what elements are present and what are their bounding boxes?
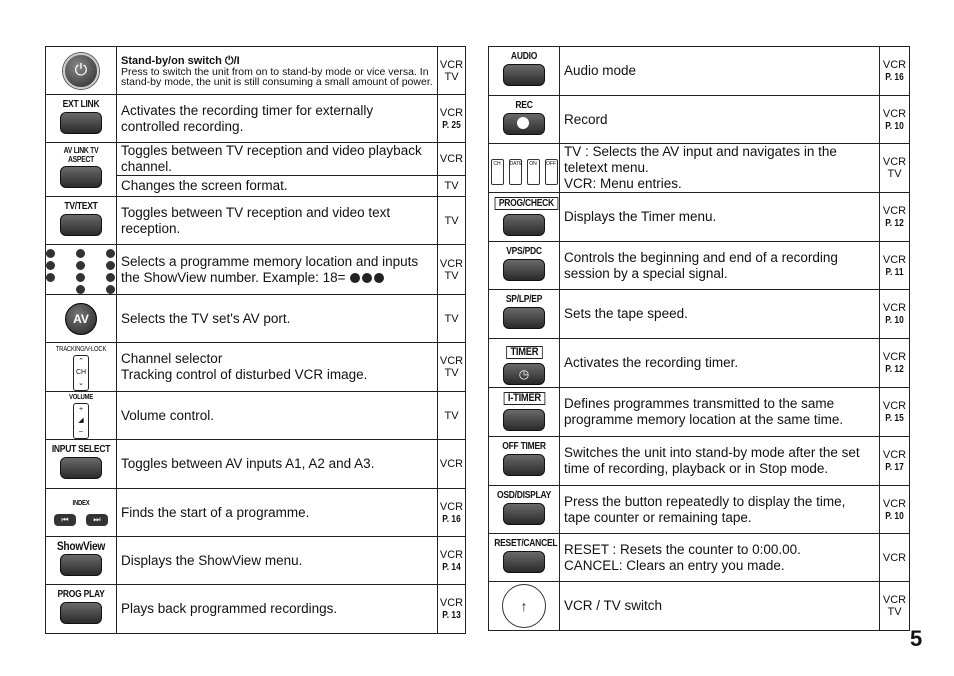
button-label: TV/TEXT: [64, 200, 98, 212]
rec-button-icon: [503, 113, 545, 135]
showview-button-icon: [60, 554, 102, 576]
row-use: VCR: [439, 500, 464, 513]
key-icon: [362, 273, 372, 283]
table-row: [46, 585, 466, 634]
table-row: [46, 197, 466, 245]
row-use: TV: [438, 295, 466, 343]
row-page: P. 17: [885, 461, 904, 473]
vps-pdc-button-icon: [503, 259, 545, 281]
number-keys-icon: [46, 249, 118, 294]
button-label: VOLUME: [69, 394, 93, 401]
table-row: [46, 143, 466, 176]
row-desc: Toggles between TV reception and video text reception.: [117, 197, 438, 245]
row-desc: Toggles between TV reception and video playback channel.: [117, 143, 438, 176]
row-page: P. 10: [885, 314, 904, 326]
row-desc: Audio mode: [560, 47, 880, 96]
timer-button-icon: ◷: [503, 363, 545, 385]
table-row: [489, 47, 910, 96]
row-use: VCR: [882, 594, 907, 606]
row-use: VCR: [882, 107, 907, 120]
osd-display-button-icon: [503, 503, 545, 525]
row-use: VCR: [882, 253, 907, 266]
button-label: AUDIO: [510, 51, 538, 62]
table-row: [489, 290, 910, 339]
right-table: [488, 46, 910, 631]
button-label: I-TIMER: [503, 392, 545, 405]
row-use: VCR: [882, 302, 907, 314]
row-desc: Record: [560, 96, 880, 144]
row-page: P. 15: [885, 412, 904, 424]
row-use: VCR: [438, 440, 466, 489]
row-page: P. 10: [885, 509, 904, 522]
row-use: VCR: [439, 597, 464, 609]
table-row: [46, 47, 466, 95]
table-row: [46, 343, 466, 392]
button-label: PROG PLAY: [57, 589, 105, 600]
button-label: VPS/PDC: [506, 245, 542, 257]
av-navigation-buttons-icon: CH DATE ON OFF: [491, 159, 558, 185]
row-desc: Controls the beginning and end of a recording session by a special signal.: [560, 242, 880, 290]
button-label: RESET/CANCEL: [494, 537, 558, 549]
key-icon: [350, 273, 360, 283]
row-page: P. 10: [885, 119, 904, 132]
table-row: [489, 193, 910, 242]
row-desc: Plays back programmed recordings.: [117, 585, 438, 634]
table-row: [489, 242, 910, 290]
i-timer-button-icon: [503, 409, 545, 431]
row-use: VCR: [882, 205, 907, 217]
prog-check-button-icon: [503, 214, 545, 236]
table-row: [46, 295, 466, 343]
ext-link-button-icon: [60, 112, 102, 134]
row-use: TV: [438, 392, 466, 440]
row-use2: TV: [887, 606, 902, 618]
row-use2: TV: [444, 269, 459, 282]
row-use: VCR: [439, 257, 464, 270]
sp-lp-ep-button-icon: [503, 307, 545, 329]
row-desc: Displays the ShowView menu.: [117, 537, 438, 585]
table-row: [489, 486, 910, 534]
row-page: P. 11: [885, 265, 904, 278]
button-label: TIMER: [506, 346, 542, 359]
off-timer-button-icon: [503, 454, 545, 476]
row-use2: TV: [444, 70, 459, 83]
button-label: INPUT SELECT: [51, 444, 111, 455]
index-skip-icon: ⏮ ⏭: [54, 514, 108, 526]
row-desc: RESET : Resets the counter to 0:00.00.: [564, 541, 801, 557]
row-use2: TV: [444, 367, 459, 379]
row-use: TV: [438, 197, 466, 245]
audio-button-icon: [503, 64, 545, 86]
page-number: 5: [910, 626, 923, 651]
row-desc2: CANCEL: Clears an entry you made.: [564, 557, 785, 573]
row-desc: Toggles between AV inputs A1, A2 and A3.: [117, 440, 438, 489]
volume-rocker-icon: + ◢ –: [73, 403, 89, 439]
row-page: P. 13: [442, 609, 461, 621]
row-use: VCR: [882, 156, 907, 168]
table-row: [489, 144, 910, 193]
row-desc: Volume control.: [117, 392, 438, 440]
button-label: PROG/CHECK: [495, 197, 559, 210]
row-use: VCR: [882, 497, 907, 510]
power-icon: ⏻: [63, 53, 99, 89]
row-desc: Changes the screen format.: [117, 176, 438, 197]
vcr-tv-switch-icon: ↑: [502, 584, 546, 628]
row-desc2: Tracking control of disturbed VCR image.: [121, 367, 368, 382]
channel-rocker-icon: ⌃ CH ⌄: [73, 355, 89, 391]
row-desc2: VCR: Menu entries.: [564, 176, 682, 191]
key-icon: [374, 273, 384, 283]
table-row: [46, 537, 466, 585]
prog-play-button-icon: [60, 602, 102, 624]
row-desc: Selects a programme memory location and inputs the ShowView number. Example: 18=: [121, 253, 419, 285]
table-row: [46, 440, 466, 489]
table-row: [489, 339, 910, 388]
row-desc: Press to switch the unit from on to stand-by mode or vice versa. In stand-by mode, the unit is still consuming a small amount of power.: [121, 65, 433, 88]
table-row: [46, 392, 466, 440]
table-row: [46, 489, 466, 537]
row-desc: Press the button repeatedly to display the time, tape counter or remaining tape.: [560, 486, 880, 534]
table-row: [489, 388, 910, 437]
button-label: OFF TIMER: [502, 441, 546, 452]
row-page: P. 16: [442, 512, 461, 525]
button-label: REC: [515, 99, 533, 111]
tv-text-button-icon: [60, 214, 102, 236]
row-desc: Selects the TV set's AV port.: [117, 295, 438, 343]
table-row: [46, 245, 466, 295]
row-desc: Channel selector: [121, 351, 223, 366]
row-desc: Finds the start of a programme.: [117, 489, 438, 537]
table-row: [489, 437, 910, 486]
row-desc: Displays the Timer menu.: [560, 193, 880, 242]
row-use: VCR: [439, 106, 464, 119]
row-use: VCR: [882, 449, 907, 461]
row-use: VCR: [882, 400, 907, 412]
row-desc: Defines programmes transmitted to the same programme memory location at the same time.: [560, 388, 880, 437]
row-desc: TV : Selects the AV input and navigates in the teletext menu.: [564, 144, 837, 175]
button-label: ShowView: [56, 538, 106, 553]
av-button-icon: AV: [65, 303, 97, 335]
row-use2: TV: [887, 168, 902, 180]
row-use: VCR: [439, 548, 464, 561]
row-page: P. 14: [442, 560, 461, 573]
button-label: INDEX: [72, 500, 90, 507]
table-row: [46, 95, 466, 143]
row-desc: Activates the recording timer.: [560, 339, 880, 388]
row-title: Stand-by/on switch ⏻/I: [121, 54, 240, 67]
row-use: VCR: [880, 534, 910, 582]
left-table: [45, 46, 466, 634]
av-link-button-icon: [60, 166, 102, 188]
row-desc: VCR / TV switch: [560, 582, 880, 631]
row-desc: Activates the recording timer for externally controlled recording.: [117, 95, 438, 143]
button-label: AV LINK TV ASPECT: [63, 146, 99, 164]
row-use: VCR: [882, 59, 907, 71]
row-use: VCR: [438, 143, 466, 176]
button-label: TRACKING/V-LOCK: [55, 345, 107, 353]
reset-cancel-button-icon: [503, 551, 545, 573]
row-page: P. 25: [442, 118, 461, 131]
row-page: P. 12: [885, 217, 904, 229]
table-row: [489, 96, 910, 144]
row-use: VCR: [439, 58, 464, 71]
row-use: TV: [438, 176, 466, 197]
row-use: VCR: [439, 355, 464, 367]
row-page: P. 12: [885, 363, 904, 375]
table-row: [489, 582, 910, 631]
row-page: P. 16: [885, 71, 904, 83]
button-label: SP/LP/EP: [505, 294, 543, 305]
button-label: EXT LINK: [62, 98, 100, 110]
table-row: [489, 534, 910, 582]
input-select-button-icon: [60, 457, 102, 479]
row-use: VCR: [882, 351, 907, 363]
row-desc: Sets the tape speed.: [560, 290, 880, 339]
row-desc: Switches the unit into stand-by mode after the set time of recording, playback or in Stop mode.: [560, 437, 880, 486]
button-label: OSD/DISPLAY: [496, 489, 552, 501]
